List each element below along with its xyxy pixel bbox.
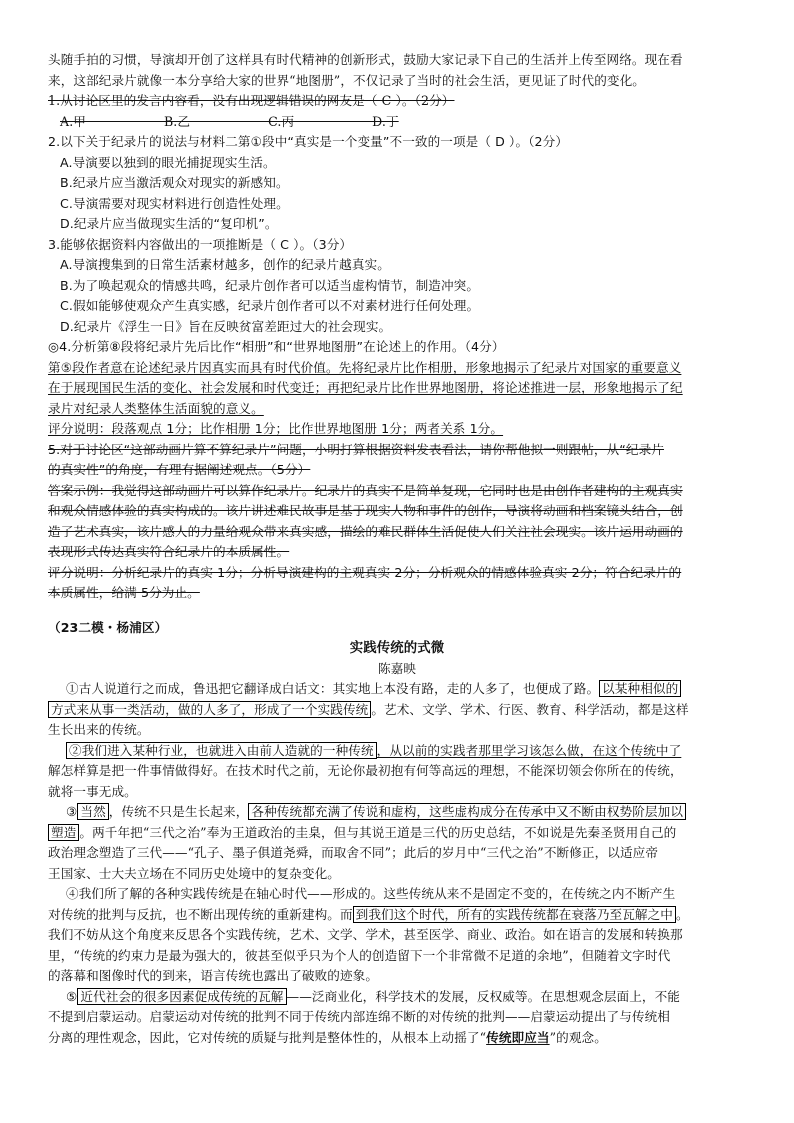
p5-text-d: ”的观念。 (549, 1029, 607, 1045)
question-1-stem: 1.从讨论区里的发言内容看，没有出现逻辑错误的网友是（ C ）。（2分） (48, 93, 455, 108)
question-5-answer-3: 造了艺术真实，该片感人的力量给观众带来真实感，描绘的难民群体生活促使人们关注社会现实。该片运用动画的 (48, 523, 683, 539)
question-4-answer-1: 第⑤段作者意在论述纪录片因真实而具有时代价值。先将纪录片比作相册，形象地揭示了纪录片对国家的重要意义 (48, 359, 682, 375)
paragraph-3-line-4: 王国家、士大夫立场在不同历史处境中的复杂变化。 (48, 865, 340, 881)
paragraph-3-line-2 (48, 823, 746, 844)
p3-boxed-1: 当然 (77, 803, 108, 820)
question-3-option-a: A.导演搜集到的日常生活素材越多，创作的纪录片越真实。 (60, 257, 390, 272)
intro-line-2: 来，这部纪录片就像一本分享给大家的世界“地图册”，不仅记录了当时的社会生活，更见证了时代的变化。 (48, 72, 645, 88)
p4-text-c: 。 (676, 906, 689, 922)
paragraph-2-line-1 (48, 741, 746, 762)
question-3-option-c: C.假如能够使观众产生真实感，纪录片创作者可以不对素材进行任何处理。 (60, 298, 480, 313)
question-5-scoring-2: 本质属性，给满 5分为止。 (48, 585, 200, 600)
paragraph-4-line-2 (48, 905, 746, 926)
question-5-scoring-1: 评分说明：分析纪录片的真实 1分；分析导演建构的主观真实 2分；分析观众的情感体验真实 2分；符合纪录片的 (48, 564, 682, 580)
intro-line-1: 头随手拍的习惯，导演却开创了这样具有时代精神的创新形式，鼓励大家记录下自己的生活并上传至网络。现在看 (48, 52, 683, 67)
p2-boxed-1: ②我们进入某种行业，也就进入由前人造就的一种传统 (66, 742, 377, 759)
question-4-answer-2: 在于展现国民生活的变化、社会发展和时代变迁；再把纪录片比作世界地图册，将论述推进一层，形象地揭示了纪 (48, 380, 683, 395)
p4-text-b: 对传统的批判与反抗，也不断出现传统的重新建构。而 (48, 906, 353, 922)
question-2-option-d: D.纪录片应当做现实生活的“复印机”。 (60, 216, 278, 231)
p1-boxed-1: 以某种相似的 (599, 680, 681, 697)
p5-text-a: ——泛商业化，科学技术的发展，反权威等。在思想观念层面上，不能 (286, 988, 681, 1004)
p2-text-a: ，从以前的实践者那里学习该怎么做，在这个传统中了 (376, 742, 682, 758)
p2-text-b: 解怎样算是把一件事情做得好。在技术时代之前，无论你最初抱有何等高远的理想，不能深切领会你所在的传统， (48, 763, 683, 778)
paragraph-3-line-1 (48, 802, 746, 823)
p1-text-a: ①古人说道行之而成，鲁迅把它翻译成白话文：其实地上本没有路，走的人多了，也便成了路。 (66, 681, 600, 696)
p4-boxed-1: 到我们这个时代，所有的实践传统都在衰落乃至瓦解之中 (353, 906, 676, 923)
paragraph-5-line-1 (48, 987, 746, 1008)
p3-text-b: 。两千年把“三代之治”奉为王道政治的圭臬，但与其说王道是三代的历史总结，不如说是先秦圣贤用自己的 (79, 824, 677, 840)
article-author: 陈嘉映 (377, 660, 417, 676)
paragraph-4-line-3: 我们不妨从这个角度来反思各个实践传统，艺术、文学、学术，甚至医学、商业、政治。如在语言的发展和转换那 (48, 927, 683, 942)
question-4-stem: ◎4.分析第⑧段将纪录片先后比作“相册”和“世界地图册”在论述上的作用。（4分） (48, 339, 505, 354)
question-4-answer-3: 录片对纪录人类整体生活面貌的意义。 (48, 400, 264, 416)
p3-text-a: ，传统不只是生长起来， (108, 804, 249, 819)
question-1-options: A.甲 B.乙 C.丙 D.丁 (60, 113, 399, 129)
question-5-answer-1: 答案示例：我觉得这部动画片可以算作纪录片。纪录片的真实不是简单复现，它同时也是由创作者建构的主观真实 (48, 482, 683, 498)
question-2-option-a: A.导演要以独到的眼光捕捉现实生活。 (60, 154, 276, 170)
question-5-answer-2: 和观众情感体验的真实构成的。该片讲述难民故事是基于现实人物和事件的创作，导演将动画和档案镜头结合，创 (48, 503, 683, 518)
paragraph-5-line-2: 不提到启蒙运动。启蒙运动对传统的批判不同于传统内部连绵不断的对传统的批判——启蒙运动提出了与传统相 (48, 1009, 670, 1024)
paragraph-3-line-3: 政治理念塑造了三代——“孔子、墨子俱道尧舜，而取舍不同”；此后的岁月中“三代之治”不断修正，以适应帝 (48, 845, 659, 860)
p5-pre: ⑤ (66, 988, 78, 1004)
question-2-stem: 2.以下关于纪录片的说法与材料二第①段中“真实是一个变量”不一致的一项是（ D ）。（2分） (48, 134, 569, 149)
question-5-answer-4: 表现形式传达真实符合纪录片的本质属性。 (48, 544, 290, 559)
question-5-stem-2: 的真实性”的角度，有理有据阐述观点。（5分） (48, 462, 311, 477)
paragraph-4-line-1: ④我们所了解的各种实践传统是在轴心时代——形成的。这些传统从来不是固定不变的，在传统之内不断产生 (66, 886, 676, 901)
p3-pre: ③ (66, 804, 78, 819)
paragraph-1-line-3: 生长出来的传统。 (48, 722, 150, 737)
p1-text-b: 。艺术、文学、学术、行医、教育、科学活动，都是这样 (371, 701, 689, 717)
p3-boxed-3: 塑造 (48, 824, 79, 841)
paragraph-5-line-3 (48, 1028, 746, 1049)
question-2-option-c: C.导演需要对现实材料进行创造性处理。 (60, 195, 289, 211)
document-page (48, 50, 746, 1048)
paragraph-2-line-3: 就将一事无成。 (48, 783, 137, 799)
section-tag: （23二模・杨浦区） (48, 619, 168, 635)
paragraph-1-line-1 (48, 679, 746, 700)
p3-boxed-2: 各种传统都充满了传说和虚构，这些虚构成分在传承中又不断由权势阶层加以 (248, 803, 686, 820)
paragraph-4-line-5: 的落幕和图像时代的到来，语言传统也露出了破败的迹象。 (48, 968, 379, 983)
article-title: 实践传统的式微 (349, 640, 445, 656)
paragraph-4-line-4: 里，“传统的约束力是最为强大的，彼甚至似乎只为个人的创造留下一个非常微不足道的余地”，但随着文字时代 (48, 947, 671, 963)
p5-text-c: 分离的理性观念，因此，它对传统的质疑与批判是整体性的，从根本上动摇了“ (48, 1029, 487, 1045)
p1-boxed-2: 方式来从事一类活动，做的人多了，形成了一个实践传统 (48, 701, 371, 718)
question-2-option-b: B.纪录片应当激活观众对现实的新感知。 (60, 175, 289, 190)
question-3-option-b: B.为了唤起观众的情感共鸣，纪录片创作者可以适当虚构情节，制造冲突。 (60, 277, 480, 293)
paragraph-1-line-2 (48, 700, 746, 721)
p5-bold-phrase: 传统即应当 (486, 1029, 550, 1045)
p5-boxed-1: 近代社会的很多因素促成传统的瓦解 (77, 988, 286, 1005)
question-5-stem-1: 5.对于讨论区“这部动画片算不算纪录片”问题，小明打算根据资料发表看法，请你帮他拟一则跟帖，从“纪录片 (48, 441, 665, 457)
question-3-stem: 3.能够依据资料内容做出的一项推断是（ C ）。（3分） (48, 236, 353, 252)
question-4-scoring: 评分说明：段落观点 1分；比作相册 1分；比作世界地图册 1分；两者关系 1分。 (48, 421, 504, 436)
paragraph-2-line-2 (48, 761, 746, 782)
question-3-option-d: D.纪录片《浮生一日》旨在反映贫富差距过大的社会现实。 (60, 318, 392, 334)
